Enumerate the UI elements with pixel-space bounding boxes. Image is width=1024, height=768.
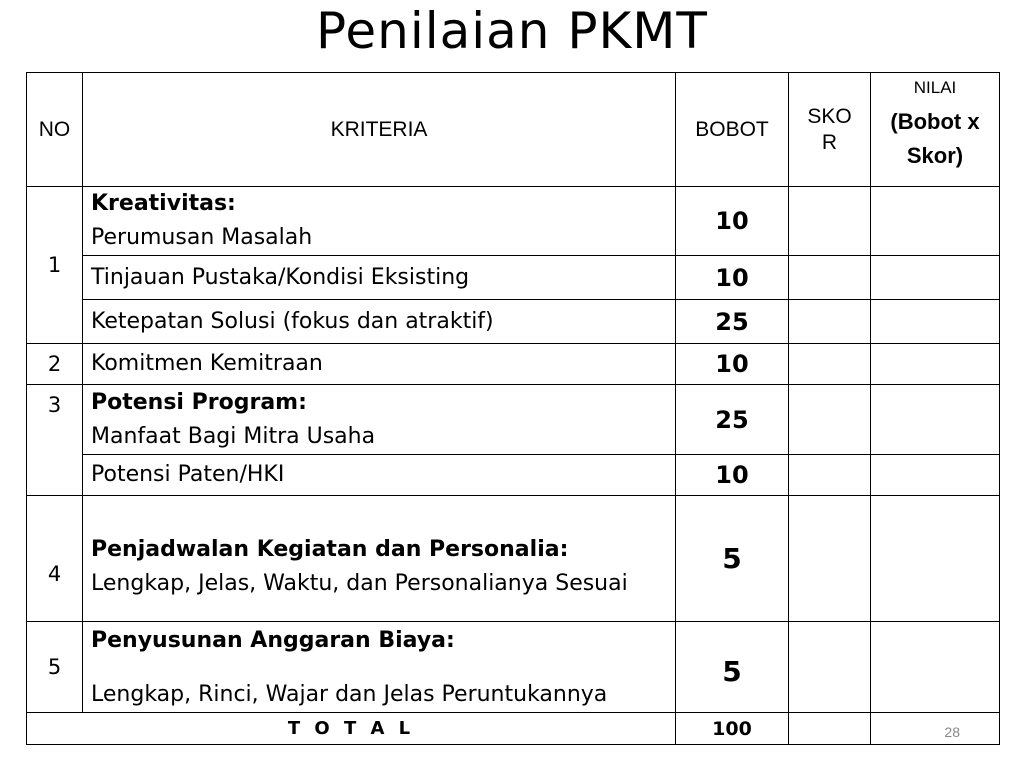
criteria-text: Manfaat Bagi Mitra Usaha	[91, 423, 376, 449]
header-skor-line2: R	[821, 130, 838, 154]
table-header-row	[27, 73, 1000, 187]
table-row	[27, 455, 1000, 496]
criteria-text: Potensi Paten/HKI	[83, 455, 676, 496]
header-nilai-line3: Skor)	[906, 143, 964, 168]
nilai-cell	[871, 300, 1000, 344]
page-title: Penilaian PKMT	[316, 2, 708, 60]
total-row	[27, 713, 1000, 745]
header-kriteria: KRITERIA	[83, 73, 676, 187]
total-label: T O T A L	[27, 713, 676, 745]
row-number: 5	[27, 622, 83, 713]
skor-cell	[789, 256, 871, 300]
total-value: 100	[676, 713, 789, 745]
criteria-text: Perumusan Masalah	[91, 225, 313, 250]
criteria-text: Lengkap, Rinci, Wajar dan Jelas Peruntukannya	[91, 682, 608, 707]
table-row	[27, 622, 1000, 713]
nilai-cell	[871, 187, 1000, 256]
skor-cell	[789, 187, 871, 256]
table-row	[27, 344, 1000, 385]
header-nilai	[871, 73, 1000, 187]
criteria-heading: Kreativitas:	[91, 191, 236, 216]
header-bobot: BOBOT	[676, 73, 789, 187]
table-row	[27, 300, 1000, 344]
bobot-value: 10	[676, 187, 789, 256]
bobot-value: 25	[676, 385, 789, 455]
nilai-cell	[871, 622, 1000, 713]
nilai-cell	[871, 496, 1000, 622]
table-row	[27, 187, 1000, 256]
bobot-value: 10	[676, 455, 789, 496]
bobot-value: 5	[676, 496, 789, 622]
skor-cell	[789, 300, 871, 344]
row-number: 4	[27, 496, 83, 622]
criteria-cell	[83, 496, 676, 622]
bobot-value: 5	[676, 622, 789, 713]
criteria-heading: Penyusunan Anggaran Biaya:	[91, 628, 455, 653]
nilai-cell	[871, 385, 1000, 455]
bobot-value: 25	[676, 300, 789, 344]
assessment-table	[26, 72, 1000, 745]
criteria-text: Tinjauan Pustaka/Kondisi Eksisting	[83, 256, 676, 300]
criteria-text: Ketepatan Solusi (fokus dan atraktif)	[83, 300, 676, 344]
nilai-cell	[871, 455, 1000, 496]
criteria-cell	[83, 622, 676, 713]
bobot-value: 10	[676, 344, 789, 385]
row-number: 2	[27, 344, 83, 385]
header-nilai-line1: NILAI	[913, 78, 957, 97]
skor-cell	[789, 385, 871, 455]
row-number: 1	[27, 187, 83, 344]
nilai-cell	[871, 344, 1000, 385]
skor-cell	[789, 622, 871, 713]
table-row	[27, 496, 1000, 622]
header-nilai-line2: (Bobot x	[890, 109, 980, 134]
page-number: 28	[944, 724, 960, 740]
criteria-cell	[83, 187, 676, 256]
header-skor	[789, 73, 871, 187]
table-row	[27, 385, 1000, 455]
criteria-heading: Potensi Program:	[91, 389, 307, 415]
nilai-cell	[871, 256, 1000, 300]
skor-cell	[789, 344, 871, 385]
nilai-cell	[871, 713, 1000, 745]
skor-cell	[789, 455, 871, 496]
criteria-text: Komitmen Kemitraan	[83, 344, 676, 385]
table-row	[27, 256, 1000, 300]
skor-cell	[789, 713, 871, 745]
criteria-text: Lengkap, Jelas, Waktu, dan Personalianya Sesuai	[91, 570, 628, 596]
header-skor-line1: SKO	[807, 104, 852, 128]
criteria-heading: Penjadwalan Kegiatan dan Personalia:	[91, 536, 569, 562]
row-number: 3	[27, 385, 83, 496]
header-no: NO	[27, 73, 83, 187]
skor-cell	[789, 496, 871, 622]
criteria-cell	[83, 385, 676, 455]
bobot-value: 10	[676, 256, 789, 300]
